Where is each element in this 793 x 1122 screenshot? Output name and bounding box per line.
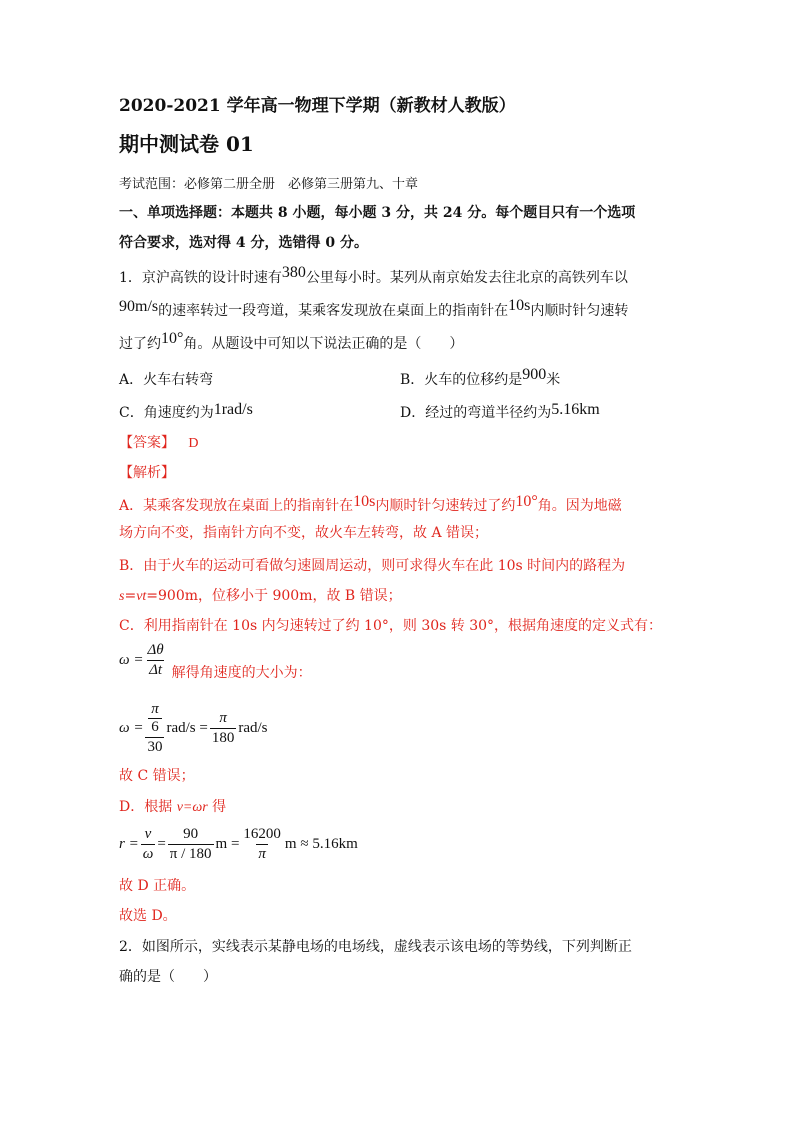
option-a: A．火车右转弯 bbox=[119, 372, 214, 388]
inner-denominator: 6 bbox=[148, 718, 162, 736]
formula-lhs: ω = bbox=[119, 720, 144, 736]
analysis-c-conclusion: 故 C 错误； bbox=[119, 768, 195, 784]
fraction bbox=[168, 826, 214, 863]
section-heading-line-1: 一、单项选择题：本题共 8 小题，每小题 3 分，共 24 分。每个题目只有一个选项 bbox=[119, 205, 636, 221]
analysis-d-conclusion: 故 D 正确。 bbox=[119, 878, 196, 894]
fraction bbox=[145, 642, 165, 679]
option-c bbox=[119, 403, 253, 423]
analysis-text: D．根据 bbox=[119, 799, 177, 815]
answer-line bbox=[119, 433, 198, 454]
formula-middle: rad/s = bbox=[166, 720, 208, 736]
q1-speed-value: 380 bbox=[281, 264, 306, 281]
formula-lhs: r = bbox=[119, 836, 139, 852]
formula-radius bbox=[119, 826, 358, 863]
q1-time-value: 10s bbox=[508, 297, 531, 314]
q1-velocity-value: 90m/s bbox=[119, 298, 159, 315]
analysis-a-time: 10s bbox=[353, 493, 376, 510]
pi-symbol: π bbox=[151, 701, 159, 717]
formula-note: 解得角速度的大小为： bbox=[171, 664, 312, 681]
option-b bbox=[400, 366, 561, 390]
q1-text: 过了约 bbox=[119, 336, 161, 352]
analysis-b-line-2 bbox=[119, 586, 402, 607]
q1-line-3 bbox=[119, 330, 464, 354]
q1-text: 1．京沪高铁的设计时速有 bbox=[119, 270, 282, 286]
analysis-d-line-1 bbox=[119, 797, 226, 818]
answer-value: D bbox=[188, 436, 199, 451]
fraction-numerator: π bbox=[219, 710, 227, 726]
q2-line-2: 确的是（ ） bbox=[119, 969, 217, 985]
fraction bbox=[141, 826, 156, 863]
option-c-value: 1rad/s bbox=[213, 401, 253, 418]
formula-omega-definition bbox=[119, 642, 312, 679]
fraction-numerator bbox=[146, 701, 164, 737]
analysis-text: 内顺时针匀速转过了约 bbox=[375, 498, 516, 514]
fraction-denominator: π / 180 bbox=[169, 846, 212, 862]
q1-text: 内顺时针匀速转 bbox=[530, 303, 629, 319]
analysis-text: =900m，位移小于 900m，故 B 错误； bbox=[146, 588, 402, 604]
q1-text: 的速率转过一段弯道，某乘客发现放在桌面上的指南针在 bbox=[158, 303, 509, 319]
fraction-denominator: 30 bbox=[147, 739, 163, 755]
equals: = bbox=[157, 836, 166, 852]
fraction-denominator: Δt bbox=[149, 662, 163, 678]
formula-unit: rad/s bbox=[238, 720, 268, 736]
option-b-value: 900 bbox=[522, 366, 547, 383]
analysis-c-line-1: C．利用指南针在 10s 内匀速转过了约 10°，则 30s 转 30°，根据角速度的定义式有： bbox=[119, 618, 663, 634]
formula-omega-value bbox=[119, 701, 268, 756]
exam-scope: 考试范围：必修第二册全册 必修第三册第九、十章 bbox=[119, 177, 419, 192]
formula-lhs: ω = bbox=[119, 652, 144, 668]
symbol-s: s bbox=[119, 589, 125, 604]
title-line-2: 期中测试卷 01 bbox=[119, 132, 254, 156]
answer-label: 【答案】 bbox=[119, 435, 175, 451]
fraction-numerator: v bbox=[144, 826, 152, 842]
analysis-text: A．某乘客发现放在桌面上的指南针在 bbox=[119, 498, 354, 514]
formula-v-omega-r: v=ωr bbox=[176, 800, 208, 815]
option-d bbox=[400, 403, 600, 423]
option-d-value: 5.16km bbox=[551, 401, 600, 418]
fraction bbox=[241, 826, 283, 863]
formula-result: m ≈ 5.16km bbox=[284, 836, 358, 852]
analysis-b-line-1: B．由于火车的运动可看做匀速圆周运动，则可求得火车在此 10s 时间内的路程为 bbox=[119, 558, 626, 574]
fraction-denominator: π bbox=[258, 846, 266, 862]
q1-line-1 bbox=[119, 264, 628, 288]
analysis-text: = bbox=[124, 588, 137, 604]
compound-fraction bbox=[145, 701, 164, 756]
analysis-a-line-2: 场方向不变，指南针方向不变，故火车左转弯，故 A 错误； bbox=[119, 525, 489, 541]
analysis-text: 角。因为地磁 bbox=[537, 498, 622, 514]
analysis-text: 得 bbox=[207, 799, 227, 815]
option-b-unit: 米 bbox=[546, 372, 561, 388]
final-choice: 故选 D。 bbox=[119, 908, 177, 924]
symbol-vt: vt bbox=[136, 589, 147, 604]
analysis-label: 【解析】 bbox=[119, 465, 175, 481]
q2-line-1: 2．如图所示，实线表示某静电场的电场线，虚线表示该电场的等势线，下列判断正 bbox=[119, 939, 632, 955]
option-d-text: D．经过的弯道半径约为 bbox=[400, 405, 552, 421]
q1-text: 公里每小时。某列从南京始发去往北京的高铁列车以 bbox=[305, 270, 628, 286]
formula-middle: m = bbox=[215, 836, 240, 852]
section-heading-line-2: 符合要求，选对得 4 分，选错得 0 分。 bbox=[119, 235, 368, 251]
analysis-a-line-1 bbox=[119, 493, 622, 516]
fraction-numerator: 90 bbox=[183, 826, 199, 842]
fraction bbox=[210, 710, 237, 747]
title-line-1: 2020-2021 学年高一物理下学期（新教材人教版） bbox=[119, 96, 516, 116]
option-c-text: C．角速度约为 bbox=[119, 405, 214, 421]
q1-line-2 bbox=[119, 297, 629, 321]
fraction-numerator: Δθ bbox=[147, 642, 164, 658]
fraction-denominator: ω bbox=[142, 846, 154, 862]
q1-text: 角。从题设中可知以下说法正确的是（ ） bbox=[183, 336, 464, 352]
analysis-a-angle: 10° bbox=[515, 493, 538, 510]
option-b-text: B．火车的位移约是 bbox=[400, 372, 523, 388]
fraction-denominator: 180 bbox=[211, 730, 235, 746]
fraction-numerator: 16200 bbox=[243, 826, 281, 842]
q1-angle-value: 10° bbox=[161, 330, 184, 347]
